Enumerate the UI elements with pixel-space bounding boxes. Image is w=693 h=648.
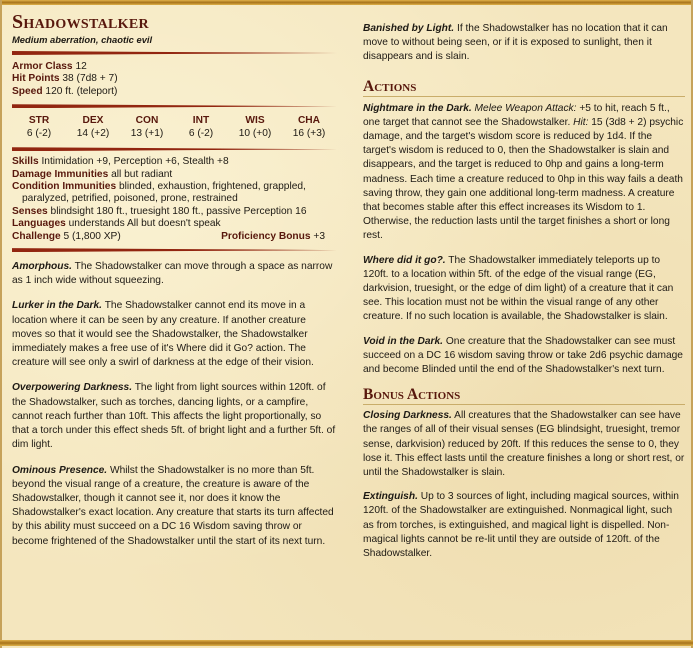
ability-cha: CHA 16 (+3) bbox=[292, 115, 326, 140]
speed: Speed 120 ft. (teleport) bbox=[12, 85, 118, 97]
skills: Skills Intimidation +9, Perception +6, Stealth +8 bbox=[12, 156, 229, 168]
right-column bbox=[363, 10, 685, 561]
left-column bbox=[12, 10, 337, 549]
ability-scores bbox=[12, 114, 337, 140]
actions-heading: Actions bbox=[363, 77, 685, 97]
proficiency-bonus: Proficiency Bonus +3 bbox=[221, 230, 325, 242]
trait-banished-by-light: Banished by Light. If the Shadowstalker has no location that it can move to without being seen, or if it is exposed to sunlight, then it disappears and is slain. bbox=[363, 23, 668, 63]
bottom-border bbox=[0, 640, 693, 646]
divider bbox=[12, 104, 337, 108]
divider bbox=[12, 248, 337, 252]
top-border bbox=[0, 0, 693, 5]
challenge: Challenge 5 (1,800 XP) bbox=[12, 230, 121, 242]
ability-int: INT 6 (-2) bbox=[188, 115, 214, 140]
senses: Senses blindsight 180 ft., truesight 180 ft., passive Perception 16 bbox=[12, 205, 307, 217]
trait-lurker-in-the-dark: Lurker in the Dark. The Shadowstalker cannot end its move in a location where it can be seen by any creature. If another creature moves so that it would see the Shadowstalker, the Shadowstalker immediately makes a free use of it's Where did it Go? action. The creature will see only a swirl of darkness at the edge of their vision. bbox=[12, 300, 314, 369]
trait-amorphous: Amorphous. The Shadowstalker can move through a space as narrow as 1 inch wide without squeezing. bbox=[12, 261, 333, 287]
bonus-actions-heading: Bonus Actions bbox=[363, 385, 685, 405]
armor-class: Armor Class 12 bbox=[12, 61, 87, 72]
action-void-in-the-dark: Void in the Dark. One creature that the Shadowstalker can see must succeed on a DC 16 wisdom saving throw or take 2d6 psychic damage and become Blinded until the end of the Shadowstalker's next turn. bbox=[363, 335, 683, 376]
ability-str: STR 6 (-2) bbox=[26, 115, 52, 140]
bonus-extinguish: Extinguish. Up to 3 sources of light, including magical sources, within 120ft. of the Shadowstalker are extinguished. Nonmagical light, such as from torches, is extinguished, and magical light is dispelled. Non-magical lights cannot be re-lit until they are outside of 120ft. of the Shadowstalker. bbox=[363, 491, 679, 560]
damage-immunities: Damage Immunities all but radiant bbox=[12, 168, 173, 180]
challenge-row bbox=[12, 231, 337, 243]
action-where-did-it-go: Where did it go?. The Shadowstalker immediately teleports up to 120ft. to a location within 5ft. of the edge of the visual range (EG, darkvision, truesight, or the edge of dim light) of a creature that it can see. This location must not be within the visual range of any other creature. If no such location is available, the Shadowstalker is slain. bbox=[363, 254, 674, 323]
monster-name: Shadowstalker bbox=[12, 11, 149, 33]
left-edge bbox=[0, 0, 2, 648]
trait-ominous-presence: Ominous Presence. Whilst the Shadowstalker is no more than 5ft. beyond the visual range of a creature, the creature is aware of the Shadowstalker, though it cannot see it, nor does it know the Shadowstalker's exact location. Any creature that starts its turn affected by this ability must succeed on a DC 16 Wisdom saving throw or become frightened of the Shadowstalker until the start of its next turn. bbox=[12, 464, 334, 547]
action-nightmare-in-the-dark: Nightmare in the Dark. Melee Weapon Attack: +5 to hit, reach 5 ft., one target that cannot see the Shadowstalker. Hit: 15 (3d8 + 2) psychic damage, and the target's wisdom score is reduced by 1d4. If the target's wisdom is reduced to 0, then the Shadowstalker is slain and disappears, and the target is reduced to 0hp and gains a long-term madness. Each time a creature reduced to 0hp in this way fails a death saving throw, they gain one additional long-term madness. A creature that becomes stable after this effect increases its Wisdom to 1. Otherwise, the reduction lasts until the target finishes a short or long rest. bbox=[363, 102, 684, 242]
condition-immunities: Condition Immunities blinded, exhaustion, frightened, grappled, paralyzed, petrified, poisoned, prone, restrained bbox=[12, 181, 306, 205]
hit-points: Hit Points 38 (7d8 + 7) bbox=[12, 73, 118, 85]
monster-type: Medium aberration, chaotic evil bbox=[12, 34, 153, 45]
ability-dex: DEX 14 (+2) bbox=[76, 115, 110, 140]
languages: Languages understands All but doesn't speak bbox=[12, 218, 221, 230]
divider bbox=[12, 147, 337, 151]
divider bbox=[12, 51, 337, 55]
ability-con: CON 13 (+1) bbox=[130, 115, 164, 140]
ability-wis: WIS 10 (+0) bbox=[238, 115, 272, 140]
bonus-closing-darkness: Closing Darkness. All creatures that the Shadowstalker can see have the ranges of all of their visual senses (EG blindsight, truesight, tremor sense, darkvision) reduced by 20ft. If this reduces the sense to 0, they lose it. This effect lasts until the creature finishes a long or short rest, or until the Shadowstalker is slain. bbox=[363, 410, 685, 479]
trait-overpowering-darkness: Overpowering Darkness. The light from light sources within 120ft. of the Shadowstalker, such as torches, dancing lights, or a campfire, cannot reach further than 10ft. This affects the light proportionally, so that a torch under this effect sheds 5ft. of bright light and a further 5ft. of dim light. bbox=[12, 382, 336, 451]
